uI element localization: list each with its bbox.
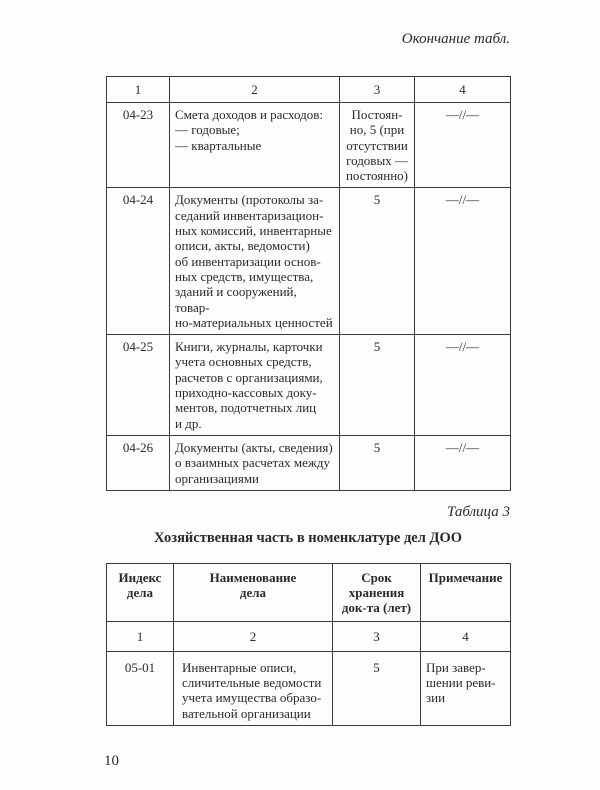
table-row [107,103,511,188]
header-note: Примечание [421,563,511,621]
case-name: Документы (протоколы за- седаний инвентаризацион- ных комиссий, инвентарные описи, акты, ведомости) об инвентаризации основ- ных средств, имущества, зданий и сооружений, товар- но-материальных ценностей [170,188,340,335]
case-index: 04-23 [107,103,170,188]
table-row [107,435,511,490]
table-continuation [106,76,511,491]
col-number: 2 [174,621,333,651]
header-name: Наименование дела [174,563,333,621]
case-name: Книги, журналы, карточки учета основных средств, расчетов с организациями, приходно-кассовых доку- ментов, подотчетных лиц и др. [170,335,340,436]
col-number: 3 [333,621,421,651]
header-term: Срок хранения док-та (лет) [333,563,421,621]
retention-term: 5 [340,335,415,436]
note: —//— [415,188,511,335]
continuation-label: Окончание табл. [401,31,510,47]
col-number: 4 [421,621,511,651]
col-number: 3 [340,77,415,103]
table-caption: Таблица 3 [447,503,510,520]
case-name: Документы (акты, сведения) о взаимных расчетах между организациями [170,435,340,490]
case-index: 05-01 [107,651,174,725]
col-number: 4 [415,77,511,103]
note: —//— [415,435,511,490]
retention-term: 5 [333,651,421,725]
header-row [107,563,511,621]
table-row [107,651,511,725]
table-row [107,335,511,436]
col-number: 2 [170,77,340,103]
page-number: 10 [104,753,119,770]
case-index: 04-24 [107,188,170,335]
case-name: Инвентарные описи, сличительные ведомости учета имущества образо- вательной организации [174,651,333,725]
column-number-row [107,621,511,651]
column-number-row [107,77,511,103]
col-number: 1 [107,77,170,103]
table-row [107,188,511,335]
retention-term: 5 [340,435,415,490]
retention-term: 5 [340,188,415,335]
note: При завер- шении реви- зии [421,651,511,725]
retention-term: Постоян- но, 5 (при отсутствии годовых — постоянно) [340,103,415,188]
table-household [106,563,511,726]
case-index: 04-26 [107,435,170,490]
header-index: Индекс дела [107,563,174,621]
case-index: 04-25 [107,335,170,436]
table-title: Хозяйственная часть в номенклатуре дел ДОО [153,529,463,546]
case-name: Смета доходов и расходов: — годовые; — квартальные [170,103,340,188]
note: —//— [415,103,511,188]
note: —//— [415,335,511,436]
col-number: 1 [107,621,174,651]
